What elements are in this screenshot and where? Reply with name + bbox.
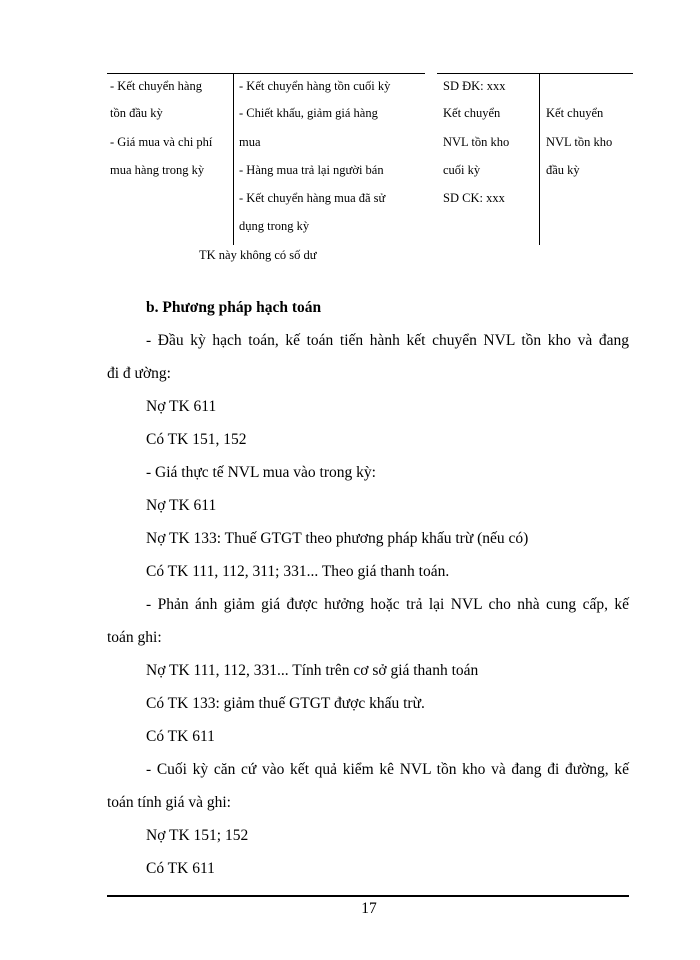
t-account-left-divider <box>233 73 234 245</box>
right-credit-line: NVL tồn kho <box>546 135 613 149</box>
right-credit-line: đầu kỳ <box>546 163 580 177</box>
body-line: Nợ TK 133: Thuế GTGT theo phương pháp khấu trừ (nếu có) <box>146 530 529 547</box>
body-line: Nợ TK 151; 152 <box>146 827 249 844</box>
left-debit-line: - Giá mua và chi phí <box>110 135 213 149</box>
body-line: - Phản ánh giảm giá được hưởng hoặc trả lại NVL cho nhà cung cấp, kế <box>146 596 629 613</box>
body-line: - Đầu kỳ hạch toán, kế toán tiến hành kết chuyển NVL tồn kho và đang <box>146 332 629 349</box>
left-credit-line: - Kết chuyển hàng tồn cuối kỳ <box>239 79 391 93</box>
left-debit-line: - Kết chuyển hàng <box>110 79 202 93</box>
body-line: Có TK 611 <box>146 728 215 745</box>
left-credit-line: dụng trong kỳ <box>239 219 310 233</box>
right-credit-line: Kết chuyển <box>546 106 604 120</box>
right-debit-line: Kết chuyển <box>443 106 501 120</box>
body-line: Có TK 111, 112, 311; 331... Theo giá thanh toán. <box>146 563 450 580</box>
left-credit-line: - Kết chuyển hàng mua đã sử <box>239 191 386 205</box>
page-number: 17 <box>361 900 377 917</box>
right-debit-line: NVL tồn kho <box>443 135 510 149</box>
body-line: Nợ TK 611 <box>146 497 217 514</box>
t-account-note: TK này không có số dư <box>199 248 317 262</box>
footer-rule <box>107 895 629 897</box>
body-line: Có TK 611 <box>146 860 215 877</box>
t-account-left-top-rule <box>107 73 425 74</box>
body-line: Có TK 133: giảm thuế GTGT được khấu trừ. <box>146 695 425 712</box>
left-debit-line: tồn đầu kỳ <box>110 106 163 120</box>
body-line: - Cuối kỳ căn cứ vào kết quả kiểm kê NVL tồn kho và đang đi đường, kế <box>146 761 629 778</box>
right-debit-line: SD CK: xxx <box>443 191 505 205</box>
section-heading: b. Phương pháp hạch toán <box>146 299 322 316</box>
body-line: Nợ TK 111, 112, 331... Tính trên cơ sở giá thanh toán <box>146 662 479 679</box>
right-debit-line: cuối kỳ <box>443 163 481 177</box>
right-debit-line: SD ĐK: xxx <box>443 79 506 93</box>
left-credit-line: - Hàng mua trả lại người bán <box>239 163 384 177</box>
body-line: toán tính giá và ghi: <box>107 794 231 811</box>
t-account-right-divider <box>539 73 540 245</box>
t-account-right-top-rule <box>437 73 633 74</box>
body-line: - Giá thực tế NVL mua vào trong kỳ: <box>146 464 376 481</box>
body-line: Có TK 151, 152 <box>146 431 247 448</box>
left-debit-line: mua hàng trong kỳ <box>110 163 205 177</box>
left-credit-line: - Chiết khấu, giảm giá hàng <box>239 106 378 120</box>
left-credit-line: mua <box>239 135 261 149</box>
body-line: Nợ TK 611 <box>146 398 217 415</box>
body-line: đi đ ường: <box>107 365 171 382</box>
body-line: toán ghi: <box>107 629 162 646</box>
